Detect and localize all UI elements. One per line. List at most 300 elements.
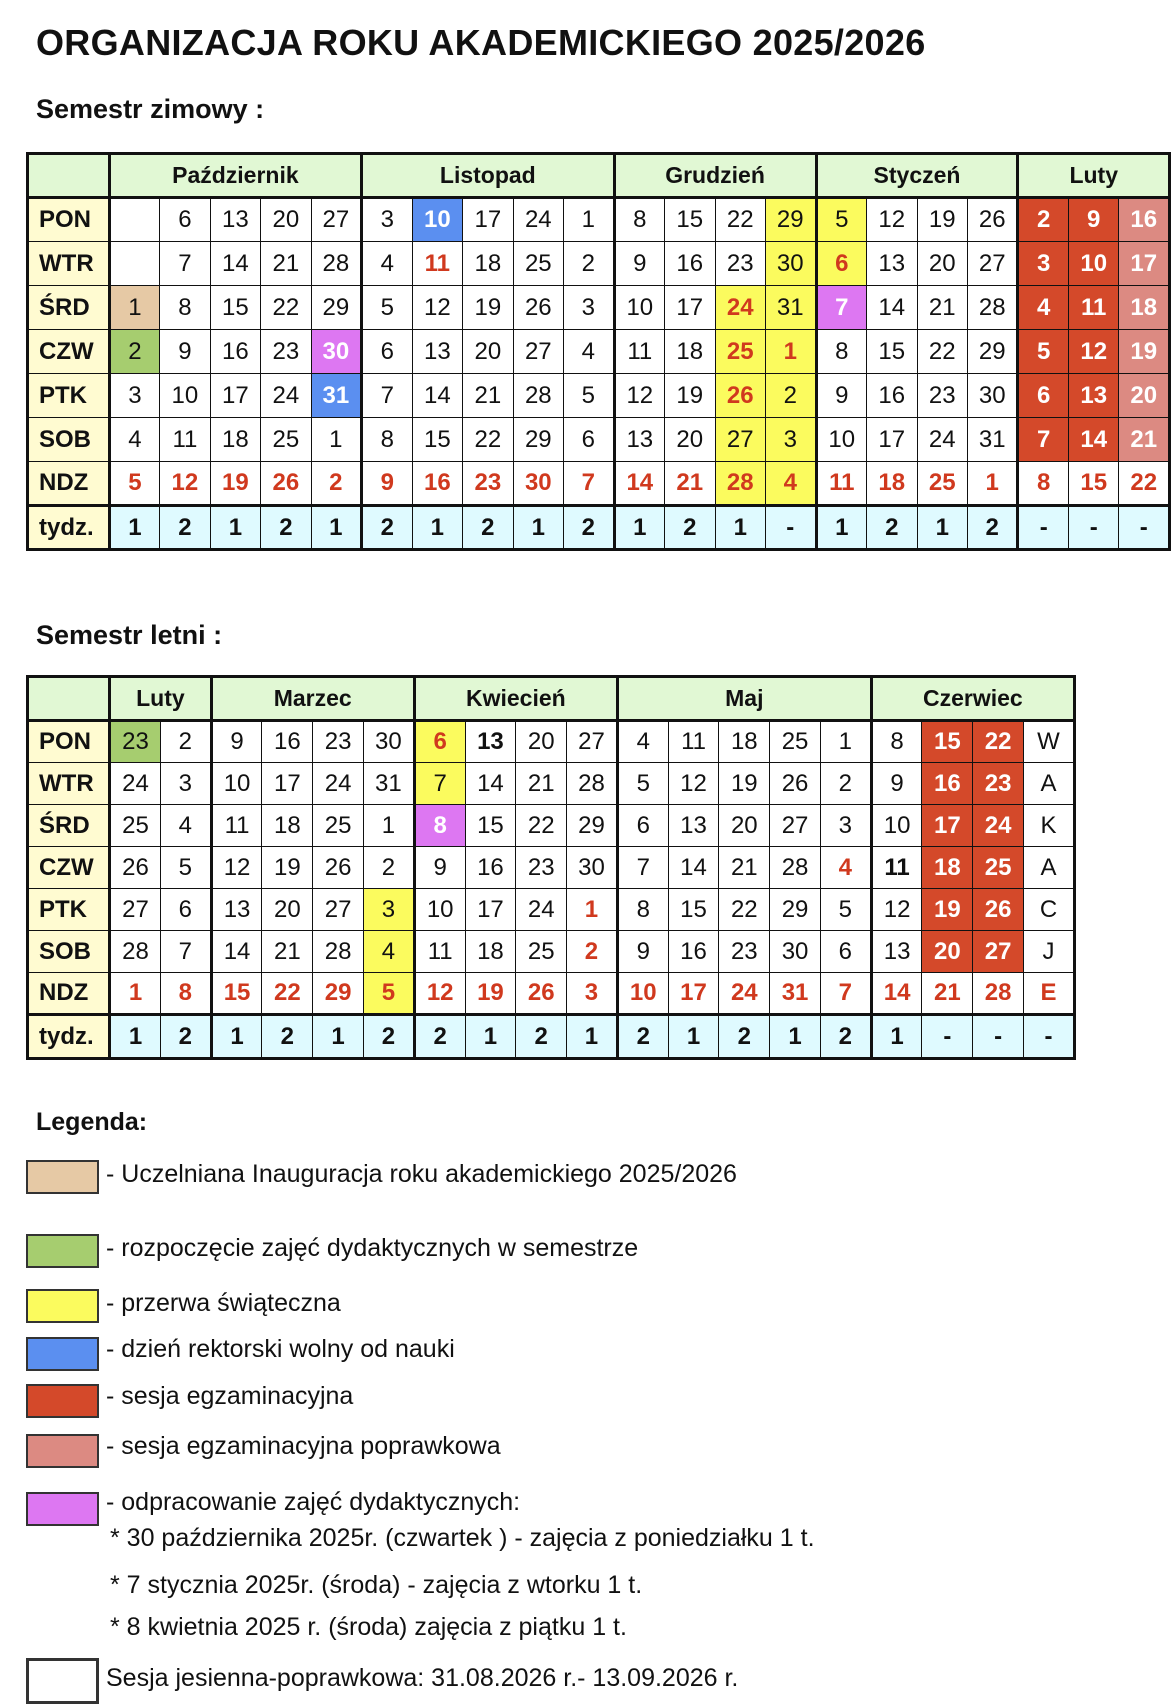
week-type-cell: 1 bbox=[412, 506, 462, 550]
day-cell: 16 bbox=[1119, 198, 1170, 242]
day-cell: 12 bbox=[871, 889, 922, 931]
week-type-cell: 2 bbox=[516, 1015, 567, 1059]
day-cell: 23 bbox=[463, 462, 513, 506]
day-cell: 12 bbox=[867, 198, 917, 242]
day-cell: 28 bbox=[715, 462, 765, 506]
day-cell: 31 bbox=[967, 418, 1017, 462]
day-cell: J bbox=[1024, 931, 1075, 973]
day-cell: 13 bbox=[871, 931, 922, 973]
week-type-cell: 1 bbox=[871, 1015, 922, 1059]
day-cell: 4 bbox=[564, 330, 615, 374]
day-label: CZW bbox=[28, 330, 110, 374]
day-cell: 6 bbox=[362, 330, 412, 374]
day-label: WTR bbox=[28, 763, 110, 805]
week-type-cell: 2 bbox=[463, 506, 513, 550]
day-cell: 26 bbox=[513, 286, 563, 330]
day-cell: 16 bbox=[412, 462, 462, 506]
day-cell: 14 bbox=[211, 931, 262, 973]
day-cell: 9 bbox=[414, 847, 465, 889]
day-cell: 16 bbox=[210, 330, 260, 374]
day-cell: 14 bbox=[867, 286, 917, 330]
day-cell: 6 bbox=[160, 889, 211, 931]
day-cell: 22 bbox=[1119, 462, 1170, 506]
week-type-cell: 2 bbox=[820, 1015, 871, 1059]
day-cell: 1 bbox=[567, 889, 618, 931]
day-label: NDZ bbox=[28, 973, 110, 1015]
day-cell: 19 bbox=[463, 286, 513, 330]
day-cell: 5 bbox=[362, 286, 412, 330]
day-cell: 6 bbox=[617, 805, 668, 847]
day-cell: 19 bbox=[262, 847, 313, 889]
day-cell: 23 bbox=[973, 763, 1024, 805]
day-cell: 15 bbox=[668, 889, 719, 931]
day-cell: 27 bbox=[567, 721, 618, 763]
day-cell: 28 bbox=[311, 242, 362, 286]
day-cell: 7 bbox=[816, 286, 866, 330]
day-cell: K bbox=[1024, 805, 1075, 847]
week-type-cell: 1 bbox=[917, 506, 967, 550]
day-cell: 16 bbox=[262, 721, 313, 763]
legend-swatch-retake-session bbox=[26, 1434, 99, 1468]
makeup-note-3: * 8 kwietnia 2025 r. (środa) zajęcia z piątku 1 t. bbox=[110, 1613, 627, 1641]
day-cell: 25 bbox=[110, 805, 161, 847]
day-cell: 7 bbox=[160, 242, 210, 286]
day-cell: 5 bbox=[820, 889, 871, 931]
day-cell: 20 bbox=[262, 889, 313, 931]
day-cell: 23 bbox=[516, 847, 567, 889]
day-cell: 29 bbox=[311, 286, 362, 330]
day-cell: 30 bbox=[311, 330, 362, 374]
week-type-cell: 2 bbox=[362, 506, 412, 550]
day-cell: 11 bbox=[211, 805, 262, 847]
day-cell: 1 bbox=[110, 973, 161, 1015]
day-cell: 3 bbox=[109, 374, 159, 418]
day-cell: 12 bbox=[211, 847, 262, 889]
day-cell: 27 bbox=[311, 198, 362, 242]
day-cell: 29 bbox=[513, 418, 563, 462]
week-type-cell: - bbox=[1119, 506, 1170, 550]
day-cell: 31 bbox=[766, 286, 817, 330]
day-cell: 23 bbox=[313, 721, 364, 763]
day-cell: 9 bbox=[211, 721, 262, 763]
day-cell: 1 bbox=[766, 330, 817, 374]
winter-calendar-table bbox=[26, 152, 1171, 551]
day-cell: 30 bbox=[567, 847, 618, 889]
day-cell: 7 bbox=[617, 847, 668, 889]
day-cell: 11 bbox=[160, 418, 210, 462]
day-cell: 18 bbox=[210, 418, 260, 462]
week-type-cell: - bbox=[1024, 1015, 1075, 1059]
day-cell: 2 bbox=[363, 847, 414, 889]
day-cell: 22 bbox=[917, 330, 967, 374]
legend-swatch-exam-session bbox=[26, 1384, 99, 1418]
month-header: Luty bbox=[1018, 154, 1170, 198]
day-cell: 4 bbox=[820, 847, 871, 889]
day-cell: 5 bbox=[1018, 330, 1068, 374]
day-cell: 20 bbox=[516, 721, 567, 763]
day-cell: 7 bbox=[564, 462, 615, 506]
day-cell: 23 bbox=[261, 330, 311, 374]
week-type-cell: - bbox=[1018, 506, 1068, 550]
day-cell: 5 bbox=[617, 763, 668, 805]
day-cell: 17 bbox=[665, 286, 715, 330]
day-cell: 26 bbox=[715, 374, 765, 418]
day-cell: 4 bbox=[617, 721, 668, 763]
day-cell: 22 bbox=[719, 889, 770, 931]
day-cell: 9 bbox=[617, 931, 668, 973]
day-cell: 22 bbox=[261, 286, 311, 330]
week-type-cell: 2 bbox=[665, 506, 715, 550]
day-cell: 5 bbox=[160, 847, 211, 889]
table-corner bbox=[28, 154, 110, 198]
day-cell: 4 bbox=[766, 462, 817, 506]
day-cell: 19 bbox=[465, 973, 516, 1015]
table-corner bbox=[28, 677, 110, 721]
day-cell: 1 bbox=[311, 418, 362, 462]
day-cell: 14 bbox=[614, 462, 664, 506]
day-cell: 6 bbox=[1018, 374, 1068, 418]
day-cell: 22 bbox=[715, 198, 765, 242]
day-cell: 20 bbox=[719, 805, 770, 847]
day-cell: 21 bbox=[719, 847, 770, 889]
day-cell: 21 bbox=[261, 242, 311, 286]
day-cell: 24 bbox=[313, 763, 364, 805]
week-type-cell: - bbox=[766, 506, 817, 550]
legend-text-semester-start: - rozpoczęcie zajęć dydaktycznych w semestrze bbox=[106, 1234, 639, 1262]
day-cell: 18 bbox=[719, 721, 770, 763]
day-cell: 10 bbox=[211, 763, 262, 805]
day-cell: 4 bbox=[363, 931, 414, 973]
day-cell: 10 bbox=[160, 374, 210, 418]
day-cell: 1 bbox=[967, 462, 1017, 506]
day-cell: 22 bbox=[973, 721, 1024, 763]
day-cell: 19 bbox=[210, 462, 260, 506]
day-cell: 30 bbox=[363, 721, 414, 763]
week-type-cell: 1 bbox=[311, 506, 362, 550]
day-cell: 28 bbox=[110, 931, 161, 973]
day-cell: 30 bbox=[766, 242, 817, 286]
day-cell: 15 bbox=[412, 418, 462, 462]
day-cell: 10 bbox=[1068, 242, 1118, 286]
day-cell: 3 bbox=[564, 286, 615, 330]
legend-text-rector-day: - dzień rektorski wolny od nauki bbox=[106, 1335, 455, 1363]
day-cell: 20 bbox=[922, 931, 973, 973]
day-cell: 5 bbox=[816, 198, 866, 242]
day-cell: 8 bbox=[160, 973, 211, 1015]
legend-text-inauguration: - Uczelniana Inauguracja roku akademickiego 2025/2026 bbox=[106, 1160, 737, 1188]
day-cell: 16 bbox=[922, 763, 973, 805]
day-cell: 20 bbox=[665, 418, 715, 462]
day-cell: 8 bbox=[1018, 462, 1068, 506]
makeup-note-2: * 7 stycznia 2025r. (środa) - zajęcia z wtorku 1 t. bbox=[110, 1571, 643, 1599]
day-cell: 11 bbox=[668, 721, 719, 763]
month-header: Kwiecień bbox=[414, 677, 617, 721]
day-cell: 11 bbox=[614, 330, 664, 374]
day-cell: 9 bbox=[1068, 198, 1118, 242]
day-cell: 24 bbox=[715, 286, 765, 330]
day-cell: 26 bbox=[110, 847, 161, 889]
day-label: ŚRD bbox=[28, 286, 110, 330]
day-cell: 28 bbox=[770, 847, 821, 889]
day-cell: 7 bbox=[362, 374, 412, 418]
day-cell: A bbox=[1024, 763, 1075, 805]
day-cell: 1 bbox=[363, 805, 414, 847]
day-cell: 8 bbox=[816, 330, 866, 374]
week-type-cell: 1 bbox=[210, 506, 260, 550]
day-cell: 17 bbox=[668, 973, 719, 1015]
day-cell: 16 bbox=[465, 847, 516, 889]
month-header: Styczeń bbox=[816, 154, 1018, 198]
day-cell: 14 bbox=[1068, 418, 1118, 462]
day-cell: 27 bbox=[715, 418, 765, 462]
day-cell: 20 bbox=[917, 242, 967, 286]
week-type-cell: 1 bbox=[614, 506, 664, 550]
day-cell: 2 bbox=[160, 721, 211, 763]
day-cell: 18 bbox=[463, 242, 513, 286]
day-label: WTR bbox=[28, 242, 110, 286]
week-type-cell: - bbox=[922, 1015, 973, 1059]
day-cell: 14 bbox=[210, 242, 260, 286]
day-cell: 11 bbox=[816, 462, 866, 506]
day-cell: 5 bbox=[564, 374, 615, 418]
day-cell: 2 bbox=[567, 931, 618, 973]
day-cell: 26 bbox=[516, 973, 567, 1015]
week-label: tydz. bbox=[28, 506, 110, 550]
day-label: ŚRD bbox=[28, 805, 110, 847]
day-label: PTK bbox=[28, 374, 110, 418]
day-cell: 15 bbox=[210, 286, 260, 330]
day-cell: 22 bbox=[463, 418, 513, 462]
day-cell: 17 bbox=[867, 418, 917, 462]
day-cell: 21 bbox=[262, 931, 313, 973]
day-label: PON bbox=[28, 198, 110, 242]
day-cell: 2 bbox=[1018, 198, 1068, 242]
day-cell: 17 bbox=[1119, 242, 1170, 286]
week-type-cell: 2 bbox=[262, 1015, 313, 1059]
day-cell: 18 bbox=[465, 931, 516, 973]
day-cell: 10 bbox=[414, 889, 465, 931]
day-cell: 6 bbox=[564, 418, 615, 462]
day-cell: 2 bbox=[109, 330, 159, 374]
day-cell: 11 bbox=[412, 242, 462, 286]
day-cell: 4 bbox=[362, 242, 412, 286]
day-cell: 26 bbox=[261, 462, 311, 506]
day-cell: 12 bbox=[668, 763, 719, 805]
day-cell: 13 bbox=[614, 418, 664, 462]
day-cell: 14 bbox=[668, 847, 719, 889]
day-cell: 28 bbox=[973, 973, 1024, 1015]
day-cell: 10 bbox=[617, 973, 668, 1015]
day-cell: 13 bbox=[465, 721, 516, 763]
day-cell: 21 bbox=[463, 374, 513, 418]
day-cell: 23 bbox=[110, 721, 161, 763]
day-cell: 26 bbox=[313, 847, 364, 889]
day-cell: 18 bbox=[262, 805, 313, 847]
week-type-cell: - bbox=[1068, 506, 1118, 550]
day-cell: 7 bbox=[414, 763, 465, 805]
day-cell: 2 bbox=[311, 462, 362, 506]
day-cell: 24 bbox=[513, 198, 563, 242]
day-cell: 30 bbox=[967, 374, 1017, 418]
day-cell: 25 bbox=[973, 847, 1024, 889]
day-cell: 29 bbox=[967, 330, 1017, 374]
week-type-cell: 2 bbox=[564, 506, 615, 550]
day-cell: 16 bbox=[668, 931, 719, 973]
legend-swatch-holiday-break bbox=[26, 1289, 99, 1323]
day-cell: 22 bbox=[262, 973, 313, 1015]
summer-semester-heading: Semestr letni : bbox=[36, 620, 223, 650]
day-cell: 8 bbox=[614, 198, 664, 242]
week-type-cell: 1 bbox=[110, 1015, 161, 1059]
day-cell: 25 bbox=[917, 462, 967, 506]
day-cell: 19 bbox=[922, 889, 973, 931]
day-cell: 27 bbox=[110, 889, 161, 931]
day-cell: 21 bbox=[917, 286, 967, 330]
day-cell: 15 bbox=[665, 198, 715, 242]
day-cell: 19 bbox=[719, 763, 770, 805]
week-type-cell: 1 bbox=[211, 1015, 262, 1059]
month-header: Listopad bbox=[362, 154, 614, 198]
legend-text-holiday-break: - przerwa świąteczna bbox=[106, 1289, 341, 1317]
day-cell: 24 bbox=[261, 374, 311, 418]
day-cell: 3 bbox=[160, 763, 211, 805]
day-cell: 15 bbox=[867, 330, 917, 374]
day-cell: 17 bbox=[463, 198, 513, 242]
day-cell: 8 bbox=[414, 805, 465, 847]
day-cell: 3 bbox=[363, 889, 414, 931]
day-cell: 6 bbox=[820, 931, 871, 973]
day-cell: 24 bbox=[110, 763, 161, 805]
day-cell: 10 bbox=[871, 805, 922, 847]
day-cell: 12 bbox=[1068, 330, 1118, 374]
summer-calendar-table bbox=[26, 675, 1076, 1060]
day-cell: 9 bbox=[362, 462, 412, 506]
day-cell: 20 bbox=[463, 330, 513, 374]
day-cell: 28 bbox=[567, 763, 618, 805]
day-cell: 7 bbox=[820, 973, 871, 1015]
day-cell: W bbox=[1024, 721, 1075, 763]
day-cell: 2 bbox=[766, 374, 817, 418]
day-label: PTK bbox=[28, 889, 110, 931]
day-cell: 6 bbox=[414, 721, 465, 763]
day-cell bbox=[109, 198, 159, 242]
day-label: SOB bbox=[28, 931, 110, 973]
day-cell: 14 bbox=[412, 374, 462, 418]
day-cell: 30 bbox=[513, 462, 563, 506]
day-cell: 4 bbox=[160, 805, 211, 847]
day-cell: 7 bbox=[160, 931, 211, 973]
day-label: CZW bbox=[28, 847, 110, 889]
day-cell: 31 bbox=[363, 763, 414, 805]
winter-semester-heading: Semestr zimowy : bbox=[36, 94, 265, 124]
day-cell: C bbox=[1024, 889, 1075, 931]
day-cell: 25 bbox=[516, 931, 567, 973]
day-cell: 16 bbox=[665, 242, 715, 286]
day-cell: 7 bbox=[1018, 418, 1068, 462]
makeup-note-1: * 30 października 2025r. (czwartek ) - zajęcia z poniedziałku 1 t. bbox=[110, 1524, 815, 1552]
month-header: Maj bbox=[617, 677, 871, 721]
day-cell: 13 bbox=[211, 889, 262, 931]
day-cell: 4 bbox=[1018, 286, 1068, 330]
day-cell: 1 bbox=[564, 198, 615, 242]
day-cell: 8 bbox=[871, 721, 922, 763]
day-cell: 29 bbox=[770, 889, 821, 931]
day-cell: 29 bbox=[313, 973, 364, 1015]
week-type-cell: 2 bbox=[261, 506, 311, 550]
legend-text-retake-session: - sesja egzaminacyjna poprawkowa bbox=[106, 1432, 501, 1460]
week-label: tydz. bbox=[28, 1015, 110, 1059]
day-cell: 22 bbox=[516, 805, 567, 847]
day-cell: 9 bbox=[871, 763, 922, 805]
day-cell: 28 bbox=[513, 374, 563, 418]
month-header: Luty bbox=[110, 677, 212, 721]
day-cell bbox=[109, 242, 159, 286]
day-label: NDZ bbox=[28, 462, 110, 506]
week-type-cell: 2 bbox=[867, 506, 917, 550]
week-type-cell: 2 bbox=[363, 1015, 414, 1059]
day-cell: 19 bbox=[665, 374, 715, 418]
week-type-cell: 1 bbox=[668, 1015, 719, 1059]
day-cell: 5 bbox=[363, 973, 414, 1015]
day-cell: 3 bbox=[820, 805, 871, 847]
day-cell: 20 bbox=[1119, 374, 1170, 418]
day-cell: 8 bbox=[160, 286, 210, 330]
day-cell: 21 bbox=[922, 973, 973, 1015]
day-cell: 2 bbox=[820, 763, 871, 805]
day-cell: 27 bbox=[973, 931, 1024, 973]
day-label: SOB bbox=[28, 418, 110, 462]
day-cell: 26 bbox=[967, 198, 1017, 242]
day-cell: 24 bbox=[719, 973, 770, 1015]
day-cell: 23 bbox=[719, 931, 770, 973]
day-cell: 1 bbox=[820, 721, 871, 763]
day-cell: 18 bbox=[665, 330, 715, 374]
week-type-cell: 2 bbox=[160, 1015, 211, 1059]
day-cell: 15 bbox=[211, 973, 262, 1015]
month-header: Czerwiec bbox=[871, 677, 1074, 721]
day-cell: 9 bbox=[160, 330, 210, 374]
day-cell: 25 bbox=[513, 242, 563, 286]
day-cell: 15 bbox=[465, 805, 516, 847]
week-type-cell: 1 bbox=[313, 1015, 364, 1059]
day-cell: 24 bbox=[917, 418, 967, 462]
month-header: Marzec bbox=[211, 677, 414, 721]
day-cell: 26 bbox=[973, 889, 1024, 931]
day-cell: 27 bbox=[313, 889, 364, 931]
day-cell: A bbox=[1024, 847, 1075, 889]
day-cell: 12 bbox=[412, 286, 462, 330]
day-cell: 17 bbox=[465, 889, 516, 931]
week-type-cell: 2 bbox=[967, 506, 1017, 550]
day-cell: 4 bbox=[109, 418, 159, 462]
day-cell: 23 bbox=[715, 242, 765, 286]
legend-swatch-inauguration bbox=[26, 1160, 99, 1194]
day-cell: 3 bbox=[567, 973, 618, 1015]
day-cell: 29 bbox=[567, 805, 618, 847]
day-cell: 28 bbox=[313, 931, 364, 973]
day-cell: 11 bbox=[414, 931, 465, 973]
day-cell: 13 bbox=[210, 198, 260, 242]
day-cell: 29 bbox=[766, 198, 817, 242]
legend-swatch-rector-day bbox=[26, 1337, 99, 1371]
day-cell: 27 bbox=[967, 242, 1017, 286]
day-cell: 13 bbox=[1068, 374, 1118, 418]
day-cell: 25 bbox=[770, 721, 821, 763]
day-cell: 17 bbox=[210, 374, 260, 418]
week-type-cell: 1 bbox=[513, 506, 563, 550]
day-cell: 10 bbox=[816, 418, 866, 462]
day-cell: E bbox=[1024, 973, 1075, 1015]
